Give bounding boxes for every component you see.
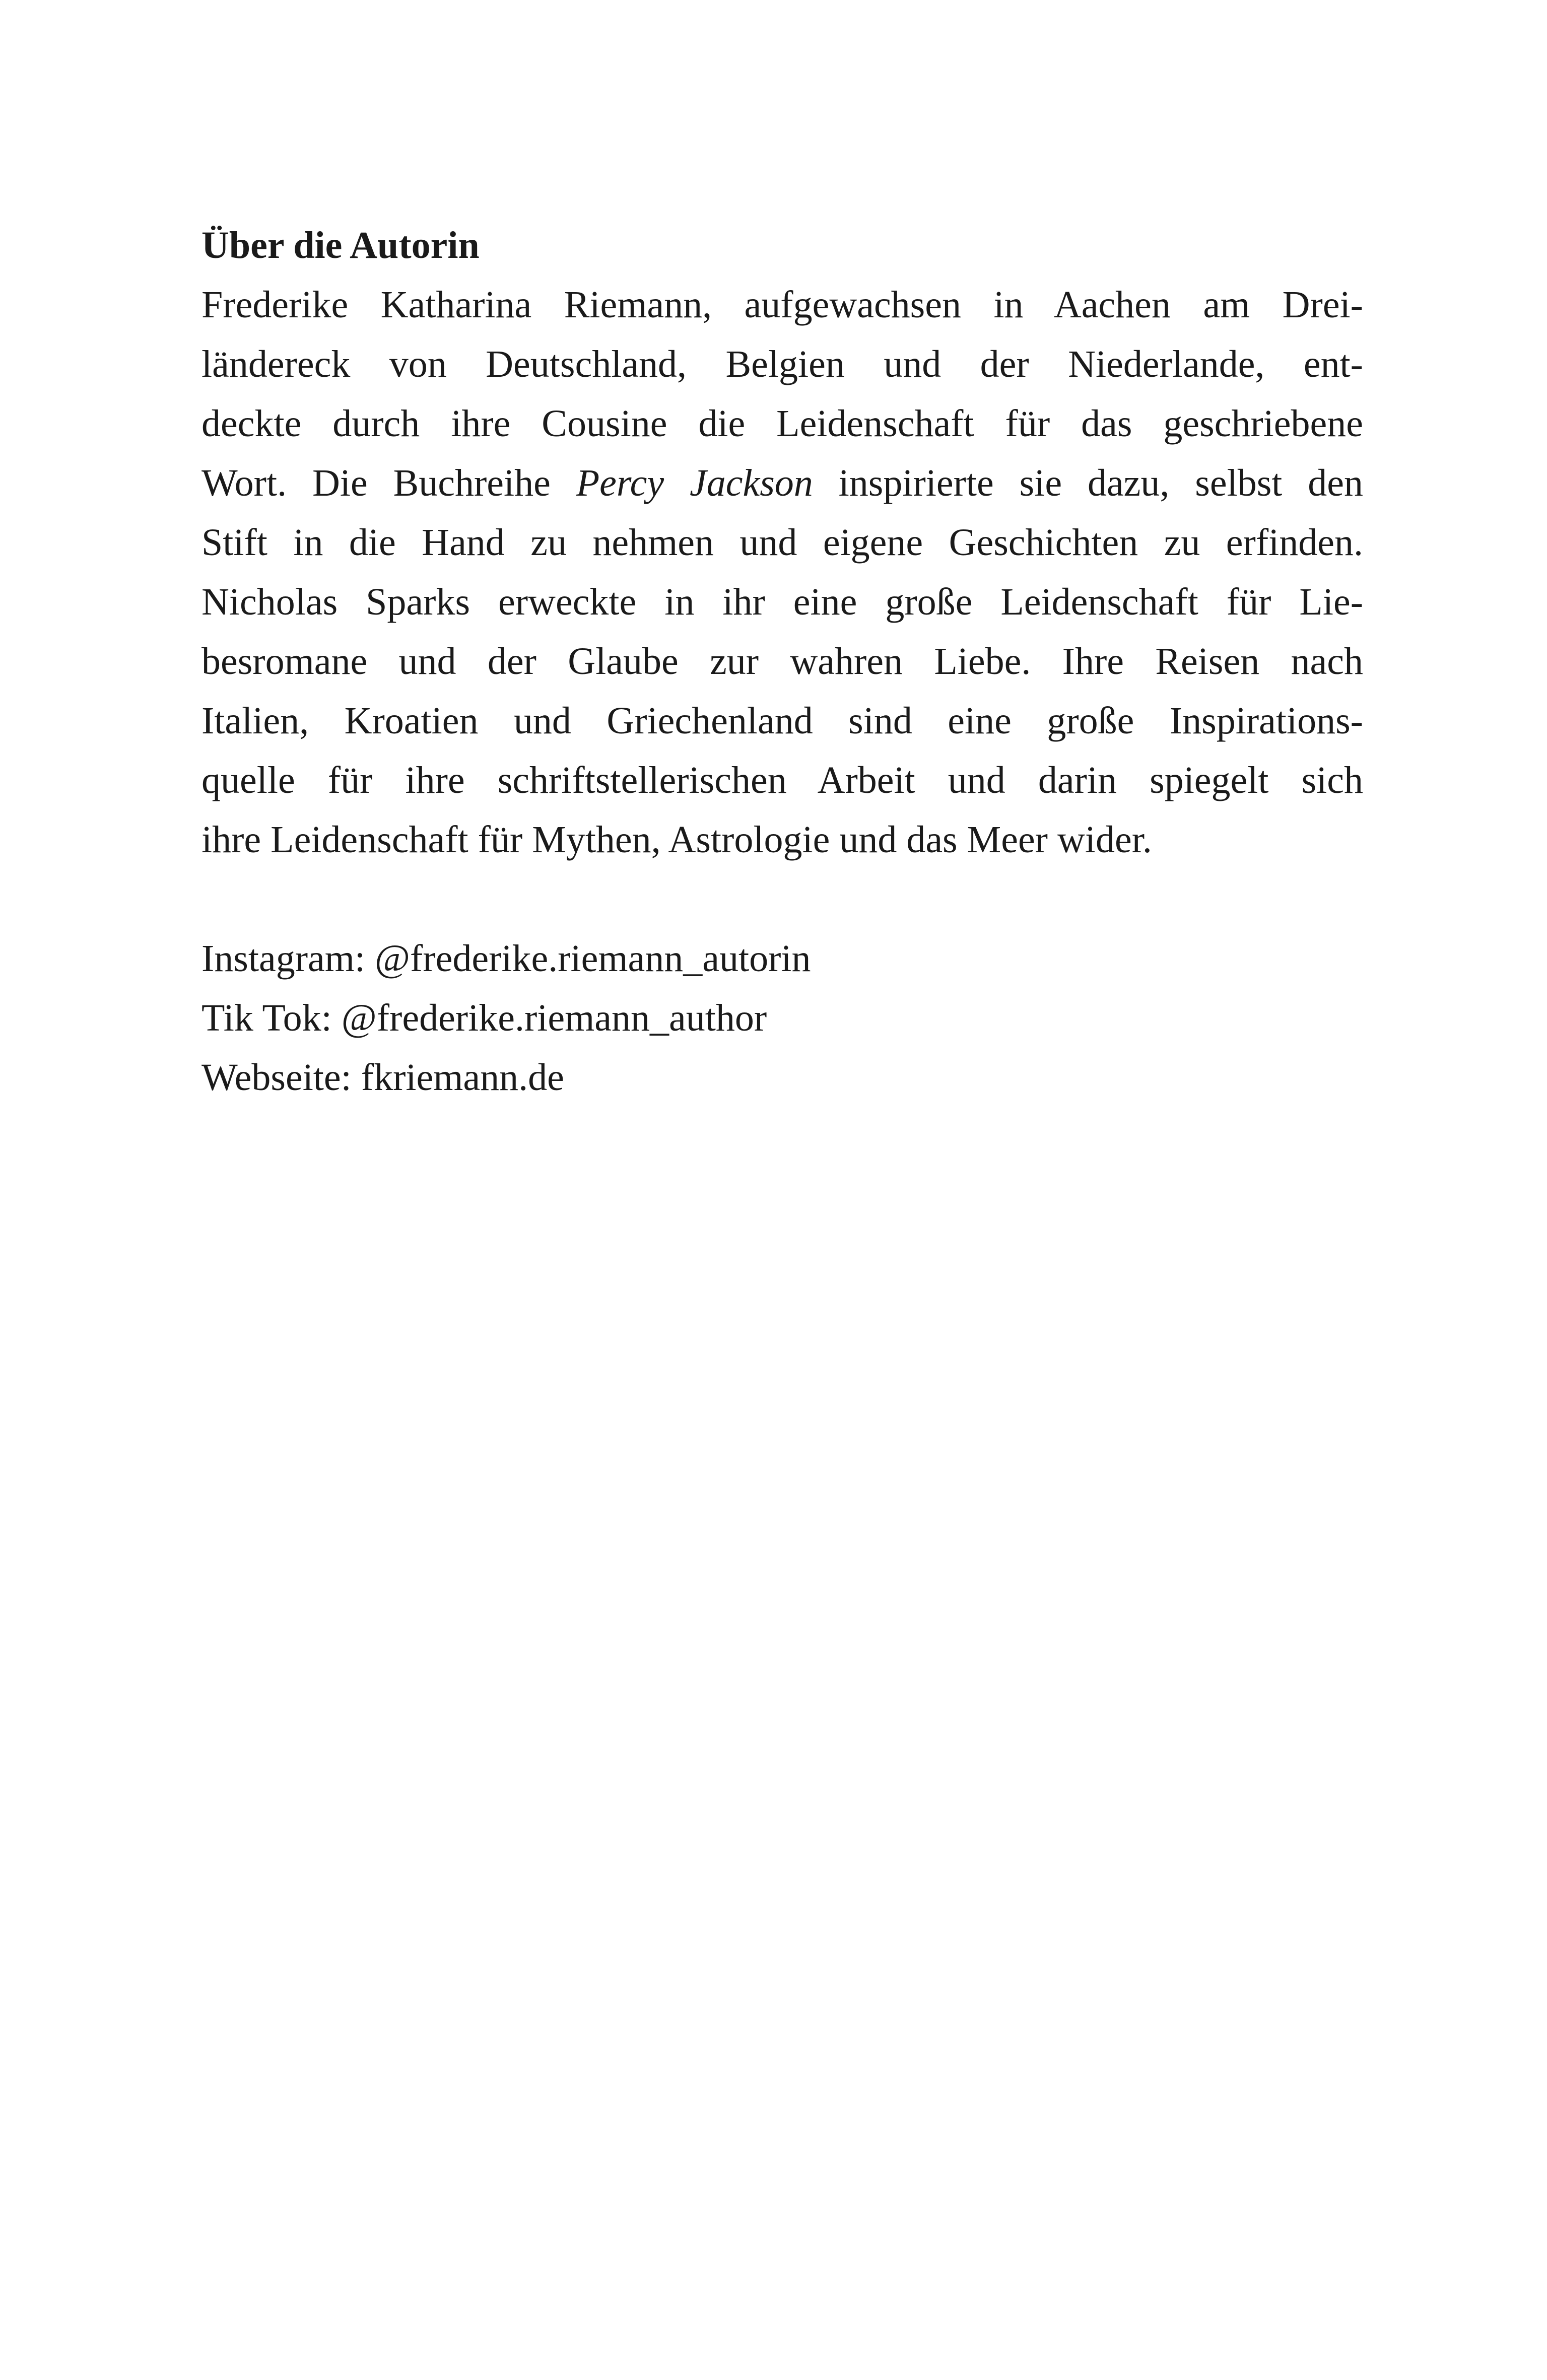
contact-label: Instagram: (201, 937, 366, 980)
contact-label: Tik Tok: (201, 997, 332, 1039)
book-series-title: Percy Jackson (576, 462, 813, 504)
bio-line: Italien, Kroatien und Griechenland sind eine große Inspirations- (201, 700, 1363, 742)
bio-text: inspirierte sie dazu, selbst den (813, 462, 1364, 504)
section-heading: Über die Autorin (201, 224, 480, 266)
bio-line: besromane und der Glaube zur wahren Liebe. Ihre Reisen nach (201, 640, 1363, 683)
bio-line: Frederike Katharina Riemann, aufgewachsen in Aachen am Drei- (201, 284, 1363, 326)
bio-text: Wort. Die Buchreihe (201, 462, 576, 504)
contact-label: Webseite: (201, 1056, 352, 1099)
about-author-section (201, 216, 1363, 1107)
bio-line: Nicholas Sparks erweckte in ihr eine große Leidenschaft für Lie- (201, 581, 1363, 623)
instagram-handle: @frederike.riemann_autorin (375, 937, 811, 980)
tiktok-handle: @frederike.riemann_author (341, 997, 767, 1039)
contact-list (201, 929, 1363, 1107)
bio-line: quelle für ihre schriftstellerischen Arbeit und darin spiegelt sich (201, 759, 1363, 801)
bio-line: deckte durch ihre Cousine die Leidenschaft für das geschriebene (201, 402, 1363, 445)
bio-line: Stift in die Hand zu nehmen und eigene Geschichten zu erfinden. (201, 521, 1363, 564)
contact-instagram (201, 929, 1363, 988)
bio-line: ihre Leidenschaft für Mythen, Astrologie und das Meer wider. (201, 819, 1152, 861)
contact-tiktok (201, 988, 1363, 1048)
bio-line-with-title (201, 453, 1363, 513)
bio-line: ländereck von Deutschland, Belgien und der Niederlande, ent- (201, 343, 1363, 385)
author-biography (201, 275, 1363, 869)
contact-website (201, 1048, 1363, 1107)
website-address: fkriemann.de (361, 1056, 564, 1099)
